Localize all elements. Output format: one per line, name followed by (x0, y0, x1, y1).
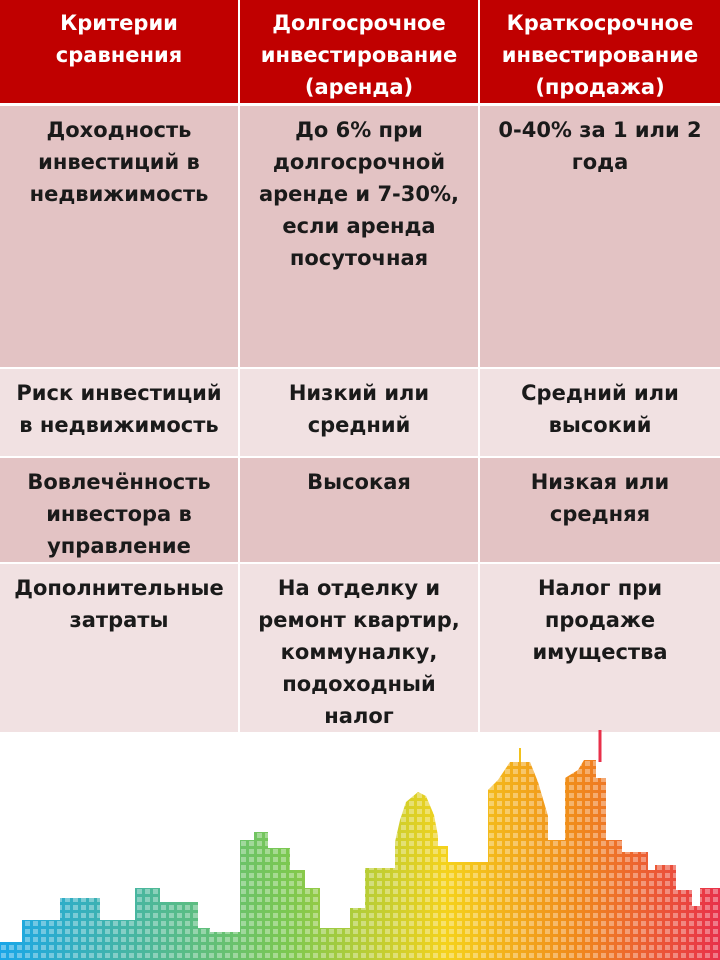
criteria-cell: Риск инвестиций в недвижимость (0, 369, 240, 458)
long-term-cell: Низкий или средний (240, 369, 480, 458)
long-term-cell: До 6% при долгосрочной аренде и 7-30%, если аренда посуточная (240, 106, 480, 369)
header-long-term: Долгосрочное инвестирование (аренда) (240, 0, 480, 106)
table-row (0, 564, 720, 734)
long-term-cell: Высокая (240, 458, 480, 564)
short-term-cell: Низкая или средняя (480, 458, 720, 564)
table-row (0, 458, 720, 564)
short-term-cell: Средний или высокий (480, 369, 720, 458)
header-criteria: Критерии сравнения (0, 0, 240, 106)
short-term-cell: 0-40% за 1 или 2 года (480, 106, 720, 369)
city-skyline-illustration (0, 720, 720, 960)
criteria-cell: Вовлечённость инвестора в управление (0, 458, 240, 564)
table-row (0, 106, 720, 369)
criteria-cell: Доходность инвестиций в недвижимость (0, 106, 240, 369)
long-term-cell: На отделку и ремонт квартир, коммуналку, подоходный налог (240, 564, 480, 734)
table-header-row (0, 0, 720, 106)
short-term-cell: Налог при продаже имущества (480, 564, 720, 734)
table-row (0, 369, 720, 458)
criteria-cell: Дополнительные затраты (0, 564, 240, 734)
header-short-term: Краткосрочное инвестирование (продажа) (480, 0, 720, 106)
